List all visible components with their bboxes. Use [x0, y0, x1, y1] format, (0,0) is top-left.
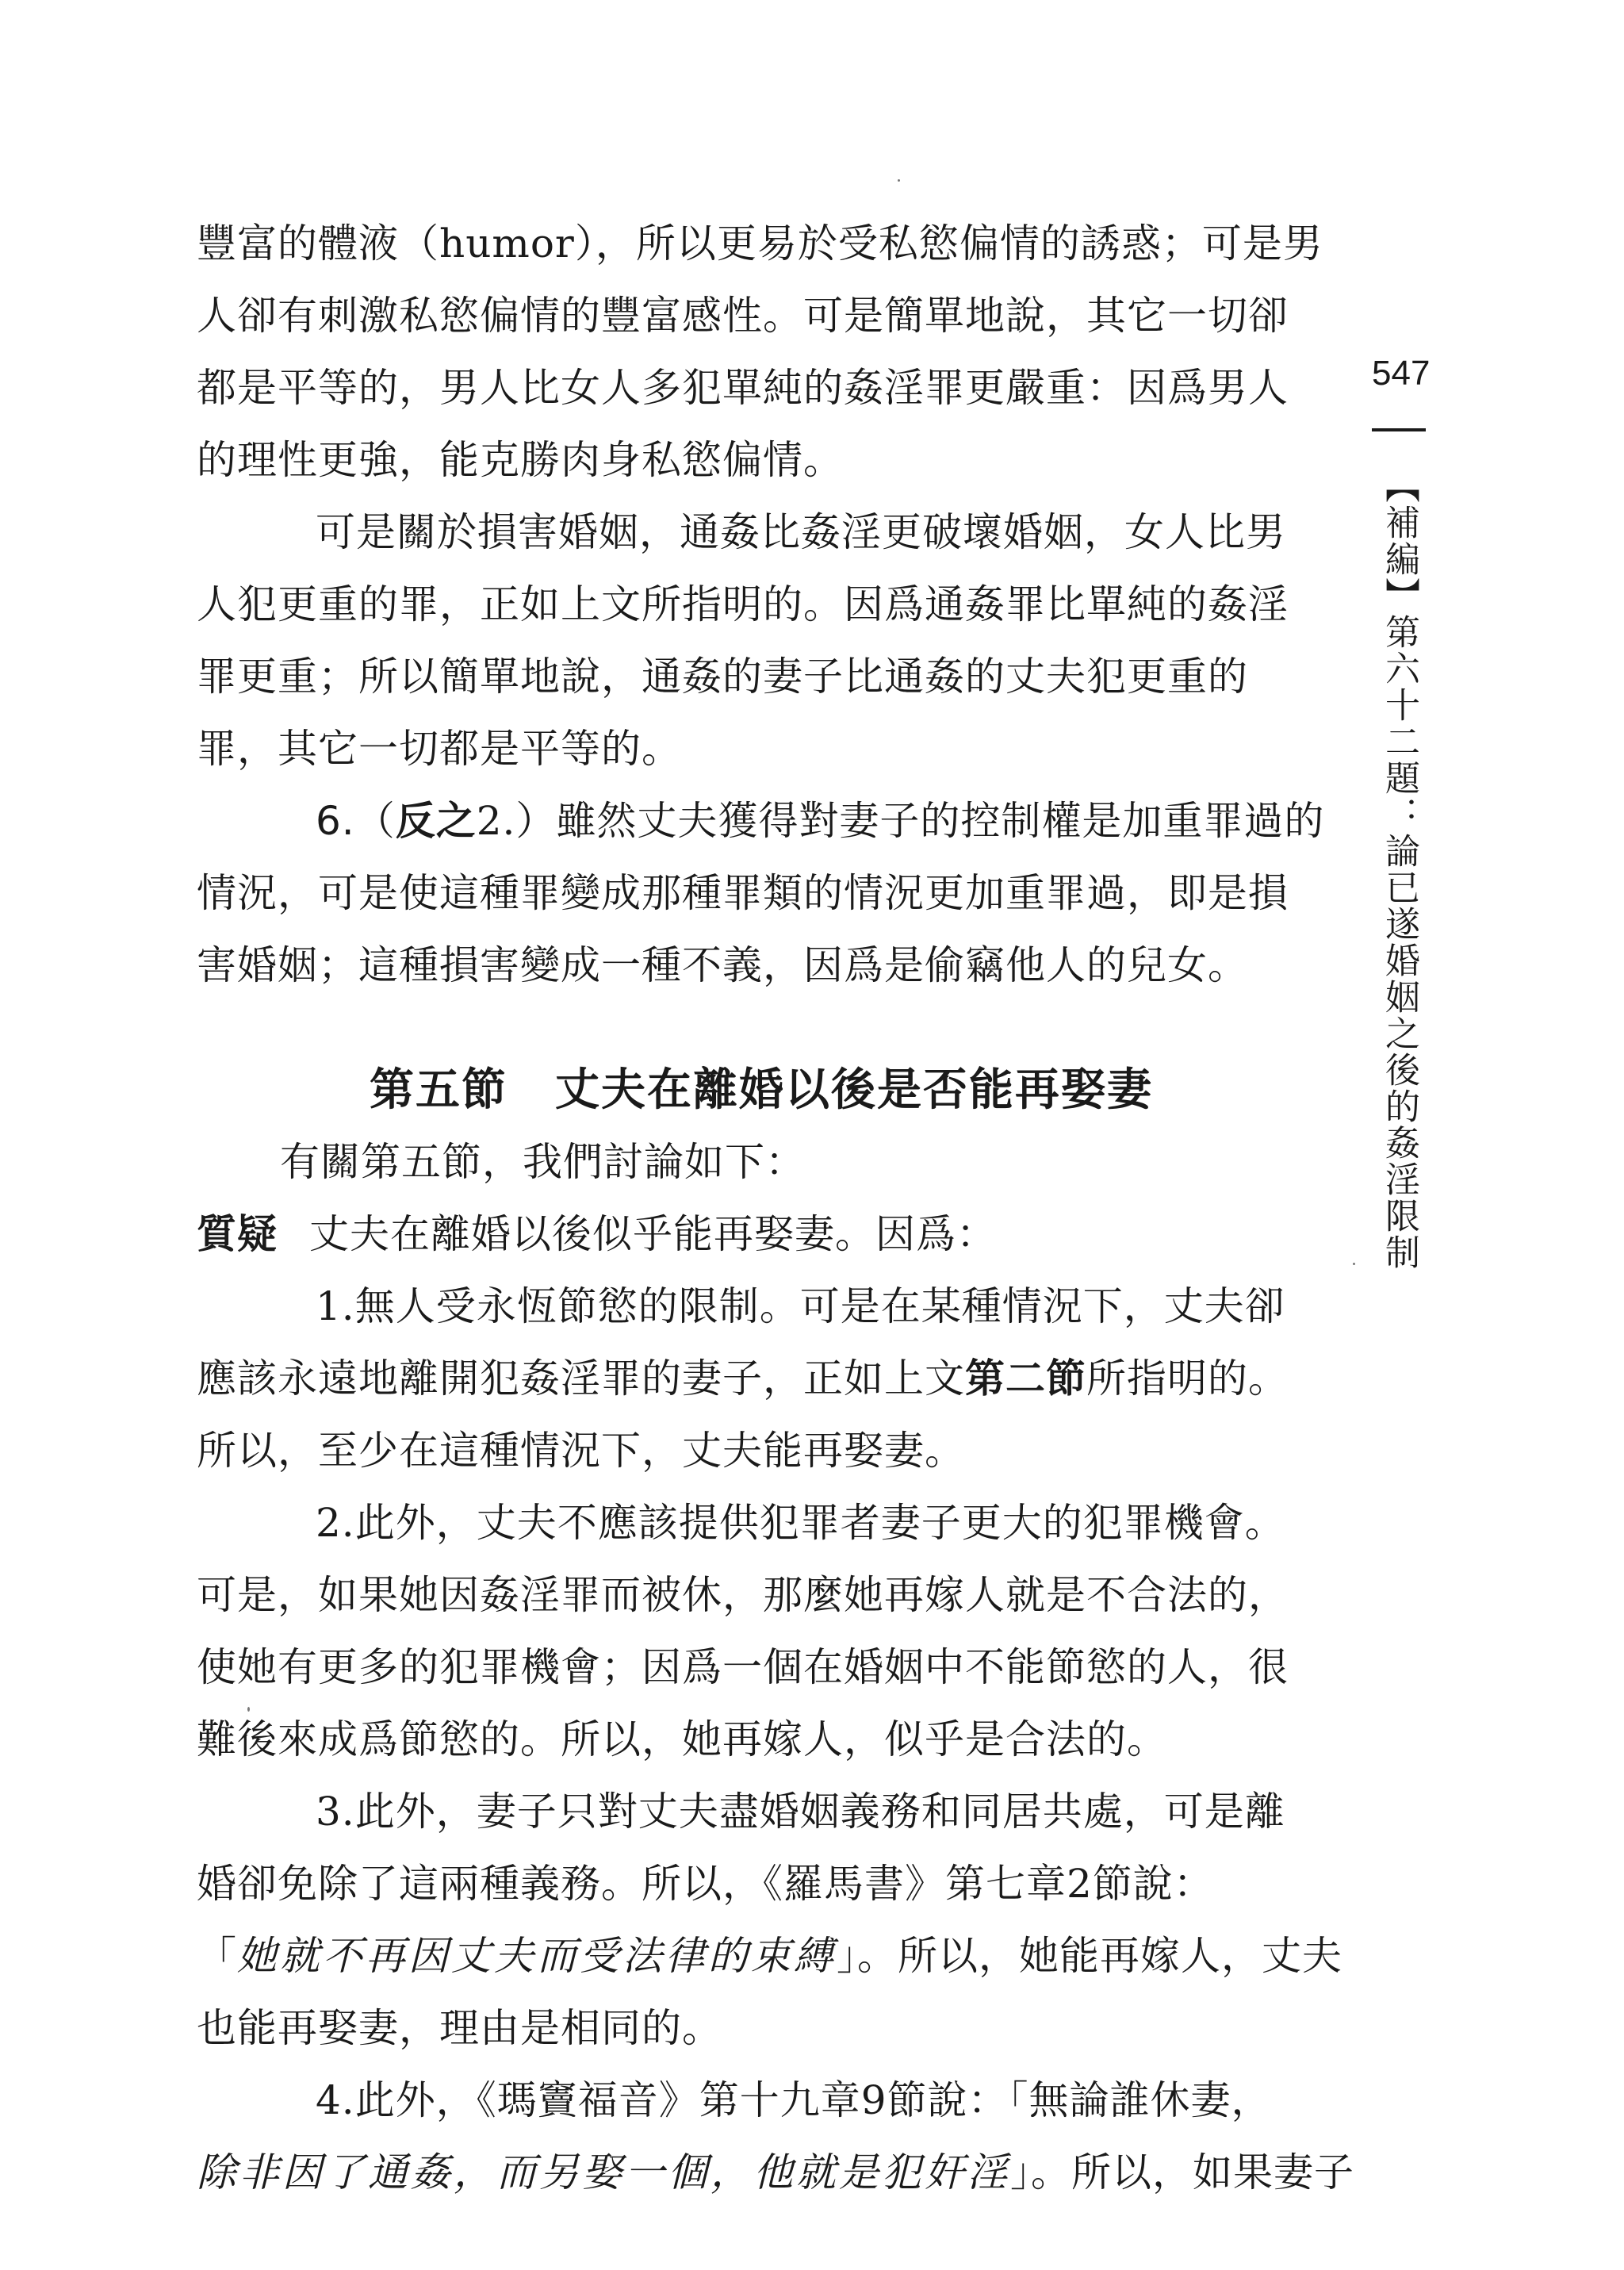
emphasis-text: 反之: [395, 798, 477, 844]
objection-line: [197, 1198, 1339, 1271]
section-heading-text: 丈夫在離婚以後是否能再娶妻: [555, 1064, 1153, 1116]
text-line: 可是，如果她因姦淫罪而被休，那麼她再嫁人就是不合法的，: [197, 1572, 1289, 1618]
section-number: 第五節: [370, 1064, 508, 1116]
scan-speck: [1353, 1263, 1355, 1265]
scan-speck: [898, 179, 900, 182]
body-text: [197, 208, 1354, 2209]
text-line: 4.此外，《瑪竇福音》第十九章9節說：「無論誰休妻，: [316, 2077, 1272, 2123]
intro-line: 有關第五節，我們討論如下：: [280, 1139, 806, 1185]
text-line: 使她有更多的犯罪機會；因爲一個在婚姻中不能節慾的人，很: [197, 1644, 1289, 1690]
item-2: [197, 1487, 1339, 1776]
text-line: 1.無人受永恆節慾的限制。可是在某種情況下，丈夫卻: [316, 1283, 1285, 1329]
text-line: 人犯更重的罪，正如上文所指明的。因爲通姦罪比單純的姦淫: [197, 581, 1289, 627]
text-fragment: 所指明的。: [1086, 1355, 1289, 1401]
item-1: [197, 1271, 1339, 1487]
item-lead: 6.（: [316, 798, 396, 844]
paragraph-1: [197, 208, 1339, 497]
paragraph-2: [197, 497, 1339, 785]
page-number: 547: [1372, 354, 1431, 393]
text-line: 婚卻免除了這兩種義務。所以，《羅馬書》第七章2節說：: [197, 1861, 1214, 1907]
objection-text: 丈夫在離婚以後似乎能再娶妻。因爲：: [309, 1211, 997, 1257]
quote-mark: 「: [197, 1933, 237, 1979]
text-line: 都是平等的，男人比女人多犯單純的姦淫罪更嚴重：因爲男人: [197, 365, 1289, 411]
text-line: 人卻有刺激私慾偏情的豐富感性。可是簡單地說，其它一切卻: [197, 293, 1289, 339]
text-line: 罪更重；所以簡單地說，通姦的妻子比通姦的丈夫犯更重的: [197, 654, 1248, 700]
text-line: 2.此外，丈夫不應該提供犯罪者妻子更大的犯罪機會。: [316, 1500, 1285, 1546]
running-header: 【補編】第六十二題：論已遂婚姻之後的姦淫限制: [1379, 468, 1419, 1271]
text-line: 的理性更強，能克勝肉身私慾偏情。: [197, 437, 844, 483]
text-line: 可是關於損害婚姻，通姦比姦淫更破壞婚姻，女人比男: [316, 509, 1286, 555]
text-line: 也能再娶妻，理由是相同的。: [197, 2005, 722, 2051]
text-line: 豐富的體液（humor），所以更易於受私慾偏情的誘惑；可是男: [197, 220, 1323, 266]
text-line: [197, 1920, 1342, 1992]
cross-reference: 第二節: [965, 1355, 1086, 1401]
text-line: [197, 1343, 1339, 1415]
text-line: 情況，可是使這種罪變成那種罪類的情況更加重罪過，即是損: [197, 870, 1289, 916]
scan-speck: [247, 1707, 250, 1712]
text-fragment: 」。所以，如果妻子: [1010, 2149, 1354, 2195]
text-line: [197, 2137, 1354, 2209]
scripture-quote: 她就不再因丈夫而受法律的束縛: [237, 1933, 837, 1979]
scripture-quote: 除非因了通姦，而另娶一個，他就是犯奸淫: [197, 2149, 1010, 2195]
text-line: 罪，其它一切都是平等的。: [197, 726, 682, 772]
item-4: [197, 2065, 1354, 2209]
section-heading: [197, 1054, 1339, 1126]
text-fragment: 」。所以，她能再嫁人，丈夫: [837, 1933, 1342, 1979]
text-fragment: 應該永遠地離開犯姦淫罪的妻子，正如上文: [197, 1355, 965, 1401]
objection-label: 質疑: [197, 1211, 278, 1257]
section-spacer: [197, 1002, 1339, 1054]
text-line: 所以，至少在這種情況下，丈夫能再娶妻。: [197, 1428, 965, 1474]
text-line: 害婚姻；這種損害變成一種不義，因爲是偷竊他人的兒女。: [197, 942, 1248, 988]
text-line: 難後來成爲節慾的。所以，她再嫁人，似乎是合法的。: [197, 1716, 1167, 1762]
item-3: [197, 1776, 1342, 2065]
text-fragment: 2.）雖然丈夫獲得對妻子的控制權是加重罪過的: [476, 798, 1325, 844]
text-line: [197, 785, 1339, 857]
header-divider: [1372, 428, 1426, 431]
text-line: 3.此外，妻子只對丈夫盡婚姻義務和同居共處，可是離: [316, 1789, 1285, 1835]
paragraph-3: [197, 785, 1339, 1002]
